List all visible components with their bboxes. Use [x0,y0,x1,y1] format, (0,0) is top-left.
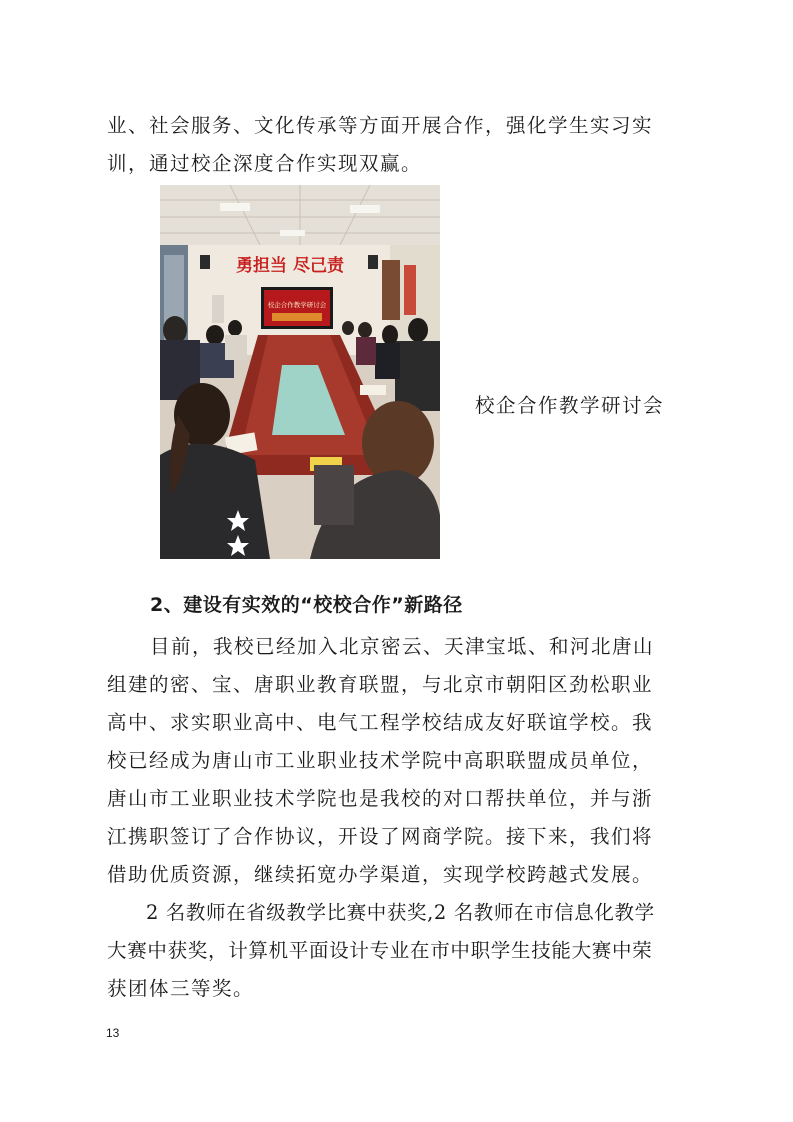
section-heading: 2、建设有实效的“校校合作”新路径 [150,594,463,616]
paragraph-line: 高中、求实职业高中、电气工程学校结成友好联谊学校。我 [107,711,654,734]
paragraph-line: 目前，我校已经加入北京密云、天津宝坻、和河北唐山 [150,635,655,658]
paragraph-line: 2 名教师在省级教学比赛中获奖,2 名教师在市信息化教学 [146,901,655,924]
banner-text: 勇担当 尽己责 [236,256,344,276]
screen-text: 校企合作教学研讨会 [267,301,327,309]
photo-caption: 校企合作教学研讨会 [475,394,665,417]
meeting-photo [160,185,440,559]
paragraph-line: 训，通过校企深度合作实现双赢。 [107,152,423,175]
page-number: 13 [106,1026,120,1040]
paragraph-line: 组建的密、宝、唐职业教育联盟，与北京市朝阳区劲松职业 [107,673,654,696]
paragraph-line: 唐山市工业职业技术学院也是我校的对口帮扶单位，并与浙 [107,787,654,810]
paragraph-line: 校已经成为唐山市工业职业技术学院中高职联盟成员单位， [107,749,654,772]
paragraph-line: 江携职签订了合作协议，开设了网商学院。接下来，我们将 [107,825,654,848]
paragraph-line: 大赛中获奖，计算机平面设计专业在市中职学生技能大赛中荣 [107,939,653,962]
paragraph-line: 获团体三等奖。 [107,977,255,1000]
paragraph-line: 借助优质资源，继续拓宽办学渠道，实现学校跨越式发展。 [107,863,654,886]
paragraph-line: 业、社会服务、文化传承等方面开展合作，强化学生实习实 [107,114,654,137]
